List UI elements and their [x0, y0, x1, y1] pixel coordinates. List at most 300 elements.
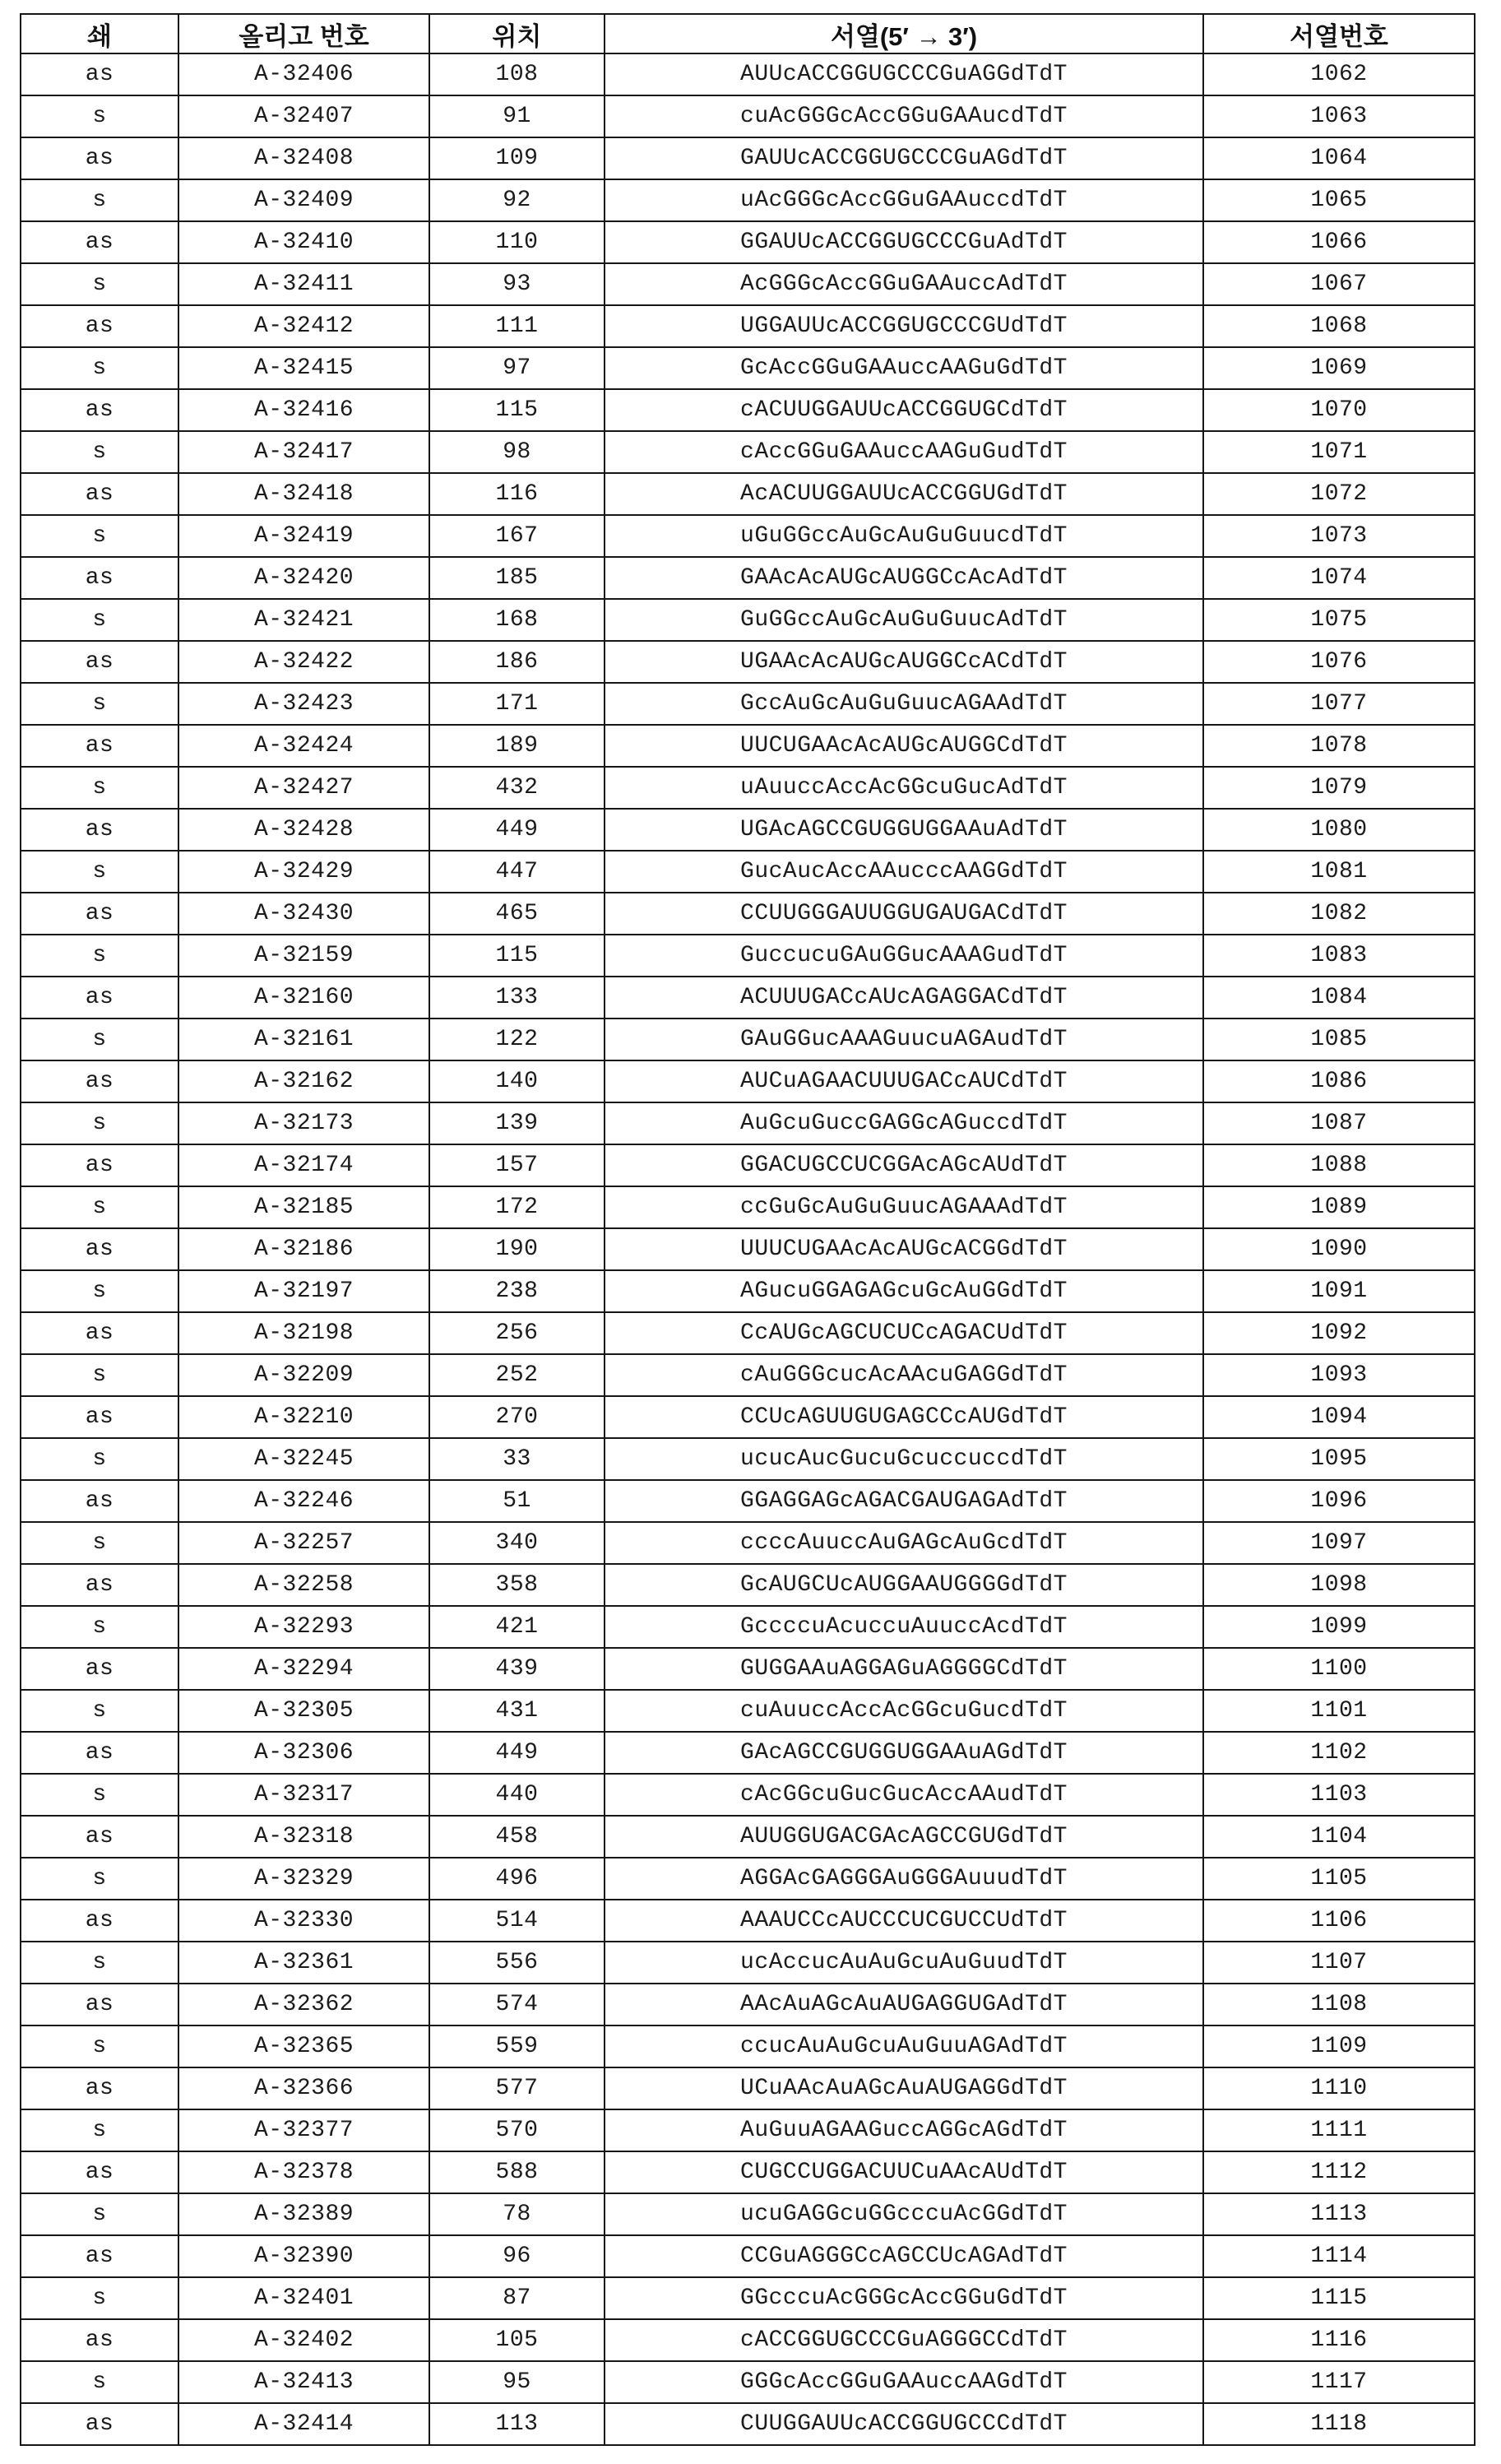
- oligo-number-cell: A-32378: [178, 2151, 429, 2193]
- oligo-number-cell: A-32305: [178, 1690, 429, 1732]
- table-row: [21, 2109, 1475, 2151]
- table-body: [21, 53, 1475, 2445]
- col-header-position: 위치: [429, 14, 605, 53]
- position-cell: 358: [429, 1564, 605, 1606]
- sequence-cell: AcGGGcAccGGuGAAuccAdTdT: [605, 263, 1203, 305]
- table-row: [21, 725, 1475, 767]
- sequence-cell: cuAcGGGcAccGGuGAAucdTdT: [605, 95, 1203, 137]
- position-cell: 111: [429, 305, 605, 347]
- seq-id-cell: 1083: [1203, 935, 1475, 977]
- strand-cell: s: [21, 263, 178, 305]
- strand-cell: s: [21, 2361, 178, 2403]
- seq-id-cell: 1115: [1203, 2277, 1475, 2319]
- oligo-number-cell: A-32246: [178, 1480, 429, 1522]
- strand-cell: as: [21, 1480, 178, 1522]
- table-row: [21, 1732, 1475, 1774]
- position-cell: 171: [429, 683, 605, 725]
- seq-id-cell: 1065: [1203, 179, 1475, 221]
- strand-cell: as: [21, 1228, 178, 1270]
- strand-cell: s: [21, 1690, 178, 1732]
- position-cell: 140: [429, 1060, 605, 1102]
- table-row: [21, 2319, 1475, 2361]
- oligo-number-cell: A-32410: [178, 221, 429, 263]
- sequence-cell: AuGuuAGAAGuccAGGcAGdTdT: [605, 2109, 1203, 2151]
- seq-id-cell: 1096: [1203, 1480, 1475, 1522]
- strand-cell: s: [21, 1102, 178, 1144]
- table-row: [21, 1900, 1475, 1942]
- position-cell: 496: [429, 1858, 605, 1900]
- sequence-cell: cuAuuccAccAcGGcuGucdTdT: [605, 1690, 1203, 1732]
- seq-id-cell: 1114: [1203, 2235, 1475, 2277]
- oligo-number-cell: A-32162: [178, 1060, 429, 1102]
- table-row: [21, 1019, 1475, 1060]
- position-cell: 252: [429, 1354, 605, 1396]
- oligo-number-cell: A-32293: [178, 1606, 429, 1648]
- table-row: [21, 1186, 1475, 1228]
- position-cell: 185: [429, 557, 605, 599]
- table-row: [21, 1144, 1475, 1186]
- table-row: [21, 515, 1475, 557]
- oligo-number-cell: A-32408: [178, 137, 429, 179]
- table-row: [21, 221, 1475, 263]
- table-row: [21, 1522, 1475, 1564]
- seq-id-cell: 1085: [1203, 1019, 1475, 1060]
- table-row: [21, 683, 1475, 725]
- sequence-cell: UUUCUGAAcAcAUGcACGGdTdT: [605, 1228, 1203, 1270]
- sequence-cell: cAccGGuGAAuccAAGuGudTdT: [605, 431, 1203, 473]
- sequence-cell: AGGAcGAGGGAuGGGAuuudTdT: [605, 1858, 1203, 1900]
- seq-id-cell: 1102: [1203, 1732, 1475, 1774]
- seq-id-cell: 1066: [1203, 221, 1475, 263]
- position-cell: 238: [429, 1270, 605, 1312]
- strand-cell: as: [21, 2235, 178, 2277]
- oligo-number-cell: A-32330: [178, 1900, 429, 1942]
- oligo-number-cell: A-32159: [178, 935, 429, 977]
- position-cell: 465: [429, 893, 605, 935]
- table-row: [21, 1102, 1475, 1144]
- sequence-cell: AAcAuAGcAuAUGAGGUGAdTdT: [605, 1984, 1203, 2025]
- position-cell: 168: [429, 599, 605, 641]
- position-cell: 116: [429, 473, 605, 515]
- strand-cell: as: [21, 137, 178, 179]
- table-row: [21, 1312, 1475, 1354]
- col-header-seq-id: 서열번호: [1203, 14, 1475, 53]
- oligo-number-cell: A-32390: [178, 2235, 429, 2277]
- strand-cell: s: [21, 1019, 178, 1060]
- seq-id-cell: 1095: [1203, 1438, 1475, 1480]
- table-row: [21, 1354, 1475, 1396]
- sequence-cell: GGAGGAGcAGACGAUGAGAdTdT: [605, 1480, 1203, 1522]
- strand-cell: s: [21, 347, 178, 389]
- sequence-cell: UGAAcAcAUGcAUGGCcACdTdT: [605, 641, 1203, 683]
- sequence-cell: GAUUcACCGGUGCCCGuAGdTdT: [605, 137, 1203, 179]
- seq-id-cell: 1105: [1203, 1858, 1475, 1900]
- sequence-cell: AuGcuGuccGAGGcAGuccdTdT: [605, 1102, 1203, 1144]
- seq-id-cell: 1097: [1203, 1522, 1475, 1564]
- position-cell: 577: [429, 2067, 605, 2109]
- strand-cell: s: [21, 767, 178, 809]
- strand-cell: as: [21, 473, 178, 515]
- strand-cell: s: [21, 1858, 178, 1900]
- col-header-sequence: 서열(5′ → 3′): [605, 14, 1203, 53]
- position-cell: 167: [429, 515, 605, 557]
- seq-id-cell: 1116: [1203, 2319, 1475, 2361]
- strand-cell: s: [21, 1270, 178, 1312]
- sequence-cell: GuGGccAuGcAuGuGuucAdTdT: [605, 599, 1203, 641]
- position-cell: 570: [429, 2109, 605, 2151]
- table-row: [21, 1564, 1475, 1606]
- table-row: [21, 935, 1475, 977]
- position-cell: 449: [429, 809, 605, 851]
- oligo-number-cell: A-32406: [178, 53, 429, 95]
- strand-cell: as: [21, 1312, 178, 1354]
- oligo-number-cell: A-32415: [178, 347, 429, 389]
- position-cell: 115: [429, 935, 605, 977]
- table-row: [21, 1228, 1475, 1270]
- oligo-number-cell: A-32416: [178, 389, 429, 431]
- table-row: [21, 137, 1475, 179]
- strand-cell: as: [21, 1144, 178, 1186]
- oligo-number-cell: A-32197: [178, 1270, 429, 1312]
- sequence-cell: ucuGAGGcuGGcccuAcGGdTdT: [605, 2193, 1203, 2235]
- seq-id-cell: 1106: [1203, 1900, 1475, 1942]
- strand-cell: as: [21, 1060, 178, 1102]
- oligo-number-cell: A-32257: [178, 1522, 429, 1564]
- sequence-cell: cACUUGGAUUcACCGGUGCdTdT: [605, 389, 1203, 431]
- table-row: [21, 95, 1475, 137]
- seq-id-cell: 1111: [1203, 2109, 1475, 2151]
- position-cell: 449: [429, 1732, 605, 1774]
- oligo-number-cell: A-32362: [178, 1984, 429, 2025]
- strand-cell: s: [21, 1522, 178, 1564]
- seq-id-cell: 1110: [1203, 2067, 1475, 2109]
- strand-cell: as: [21, 1816, 178, 1858]
- oligo-number-cell: A-32428: [178, 809, 429, 851]
- sequence-cell: CCUUGGGAUUGGUGAUGACdTdT: [605, 893, 1203, 935]
- strand-cell: s: [21, 1774, 178, 1816]
- oligo-number-cell: A-32161: [178, 1019, 429, 1060]
- strand-cell: as: [21, 53, 178, 95]
- strand-cell: s: [21, 1606, 178, 1648]
- position-cell: 110: [429, 221, 605, 263]
- seq-id-cell: 1098: [1203, 1564, 1475, 1606]
- oligo-number-cell: A-32417: [178, 431, 429, 473]
- sequence-cell: GcAccGGuGAAuccAAGuGdTdT: [605, 347, 1203, 389]
- table-row: [21, 2067, 1475, 2109]
- strand-cell: as: [21, 389, 178, 431]
- sequence-cell: uAuuccAccAcGGcuGucAdTdT: [605, 767, 1203, 809]
- strand-cell: as: [21, 1648, 178, 1690]
- strand-cell: s: [21, 2025, 178, 2067]
- seq-id-cell: 1067: [1203, 263, 1475, 305]
- sequence-cell: ccucAuAuGcuAuGuuAGAdTdT: [605, 2025, 1203, 2067]
- strand-cell: s: [21, 935, 178, 977]
- position-cell: 431: [429, 1690, 605, 1732]
- seq-id-cell: 1074: [1203, 557, 1475, 599]
- sequence-cell: UGGAUUcACCGGUGCCCGUdTdT: [605, 305, 1203, 347]
- seq-id-cell: 1117: [1203, 2361, 1475, 2403]
- position-cell: 447: [429, 851, 605, 893]
- position-cell: 574: [429, 1984, 605, 2025]
- seq-id-cell: 1103: [1203, 1774, 1475, 1816]
- table-row: [21, 767, 1475, 809]
- seq-id-cell: 1079: [1203, 767, 1475, 809]
- table-row: [21, 1690, 1475, 1732]
- seq-id-cell: 1076: [1203, 641, 1475, 683]
- sequence-cell: GGACUGCCUCGGAcAGcAUdTdT: [605, 1144, 1203, 1186]
- sequence-cell: ccccAuuccAuGAGcAuGcdTdT: [605, 1522, 1203, 1564]
- table-row: [21, 179, 1475, 221]
- position-cell: 33: [429, 1438, 605, 1480]
- oligo-number-cell: A-32402: [178, 2319, 429, 2361]
- table-row: [21, 599, 1475, 641]
- oligo-number-cell: A-32427: [178, 767, 429, 809]
- oligo-number-cell: A-32174: [178, 1144, 429, 1186]
- seq-id-cell: 1092: [1203, 1312, 1475, 1354]
- sequence-cell: GucAucAccAAucccAAGGdTdT: [605, 851, 1203, 893]
- seq-id-cell: 1089: [1203, 1186, 1475, 1228]
- sequence-cell: GccccuAcuccuAuuccAcdTdT: [605, 1606, 1203, 1648]
- seq-id-cell: 1077: [1203, 683, 1475, 725]
- seq-id-cell: 1109: [1203, 2025, 1475, 2067]
- seq-id-cell: 1088: [1203, 1144, 1475, 1186]
- oligo-number-cell: A-32407: [178, 95, 429, 137]
- oligo-number-cell: A-32430: [178, 893, 429, 935]
- seq-id-cell: 1072: [1203, 473, 1475, 515]
- position-cell: 96: [429, 2235, 605, 2277]
- position-cell: 92: [429, 179, 605, 221]
- table-row: [21, 557, 1475, 599]
- position-cell: 108: [429, 53, 605, 95]
- strand-cell: s: [21, 95, 178, 137]
- oligo-number-cell: A-32429: [178, 851, 429, 893]
- oligo-number-cell: A-32366: [178, 2067, 429, 2109]
- oligo-number-cell: A-32173: [178, 1102, 429, 1144]
- table-row: [21, 1648, 1475, 1690]
- position-cell: 556: [429, 1942, 605, 1984]
- position-cell: 559: [429, 2025, 605, 2067]
- oligo-number-cell: A-32306: [178, 1732, 429, 1774]
- table-row: [21, 389, 1475, 431]
- strand-cell: as: [21, 2319, 178, 2361]
- oligo-number-cell: A-32258: [178, 1564, 429, 1606]
- seq-id-cell: 1081: [1203, 851, 1475, 893]
- seq-id-cell: 1094: [1203, 1396, 1475, 1438]
- oligo-number-cell: A-32377: [178, 2109, 429, 2151]
- table-row: [21, 1438, 1475, 1480]
- table-row: [21, 1396, 1475, 1438]
- sequence-cell: UCuAAcAuAGcAuAUGAGGdTdT: [605, 2067, 1203, 2109]
- table-row: [21, 2193, 1475, 2235]
- seq-id-cell: 1104: [1203, 1816, 1475, 1858]
- sequence-cell: AGucuGGAGAGcuGcAuGGdTdT: [605, 1270, 1203, 1312]
- seq-id-cell: 1091: [1203, 1270, 1475, 1312]
- col-header-oligo-number: 올리고 번호: [178, 14, 429, 53]
- sequence-cell: uAcGGGcAccGGuGAAuccdTdT: [605, 179, 1203, 221]
- sequence-cell: cAcGGcuGucGucAccAAudTdT: [605, 1774, 1203, 1816]
- table-row: [21, 305, 1475, 347]
- sequence-cell: GuccucuGAuGGucAAAGudTdT: [605, 935, 1203, 977]
- strand-cell: as: [21, 305, 178, 347]
- position-cell: 122: [429, 1019, 605, 1060]
- seq-id-cell: 1086: [1203, 1060, 1475, 1102]
- table-row: [21, 431, 1475, 473]
- sequence-cell: cAuGGGcucAcAAcuGAGGdTdT: [605, 1354, 1203, 1396]
- table-row: [21, 2235, 1475, 2277]
- seq-id-cell: 1070: [1203, 389, 1475, 431]
- position-cell: 439: [429, 1648, 605, 1690]
- table-row: [21, 809, 1475, 851]
- sequence-cell: UUCUGAAcAcAUGcAUGGCdTdT: [605, 725, 1203, 767]
- sequence-cell: GUGGAAuAGGAGuAGGGGCdTdT: [605, 1648, 1203, 1690]
- seq-id-cell: 1093: [1203, 1354, 1475, 1396]
- oligo-number-cell: A-32209: [178, 1354, 429, 1396]
- oligo-number-cell: A-32423: [178, 683, 429, 725]
- position-cell: 172: [429, 1186, 605, 1228]
- position-cell: 440: [429, 1774, 605, 1816]
- oligo-number-cell: A-32420: [178, 557, 429, 599]
- table-row: [21, 1270, 1475, 1312]
- table-row: [21, 2277, 1475, 2319]
- table-row: [21, 1816, 1475, 1858]
- strand-cell: s: [21, 179, 178, 221]
- position-cell: 256: [429, 1312, 605, 1354]
- table-row: [21, 2361, 1475, 2403]
- position-cell: 340: [429, 1522, 605, 1564]
- sequence-cell: AUUGGUGACGAcAGCCGUGdTdT: [605, 1816, 1203, 1858]
- strand-cell: s: [21, 1186, 178, 1228]
- table-row: [21, 851, 1475, 893]
- table-row: [21, 2403, 1475, 2445]
- sequence-cell: CCUcAGUUGUGAGCCcAUGdTdT: [605, 1396, 1203, 1438]
- sequence-cell: ucucAucGucuGcuccuccdTdT: [605, 1438, 1203, 1480]
- oligo-number-cell: A-32414: [178, 2403, 429, 2445]
- position-cell: 105: [429, 2319, 605, 2361]
- sequence-cell: AUUcACCGGUGCCCGuAGGdTdT: [605, 53, 1203, 95]
- strand-cell: s: [21, 2109, 178, 2151]
- oligo-number-cell: A-32413: [178, 2361, 429, 2403]
- seq-id-cell: 1071: [1203, 431, 1475, 473]
- strand-cell: as: [21, 641, 178, 683]
- sequence-cell: uGuGGccAuGcAuGuGuucdTdT: [605, 515, 1203, 557]
- col-header-strand: 쇄: [21, 14, 178, 53]
- seq-id-cell: 1080: [1203, 809, 1475, 851]
- position-cell: 421: [429, 1606, 605, 1648]
- strand-cell: s: [21, 1438, 178, 1480]
- seq-id-cell: 1100: [1203, 1648, 1475, 1690]
- strand-cell: as: [21, 1396, 178, 1438]
- seq-id-cell: 1084: [1203, 977, 1475, 1019]
- sequence-cell: ucAccucAuAuGcuAuGuudTdT: [605, 1942, 1203, 1984]
- oligo-number-cell: A-32245: [178, 1438, 429, 1480]
- table-row: [21, 1858, 1475, 1900]
- oligo-number-cell: A-32424: [178, 725, 429, 767]
- table-row: [21, 2151, 1475, 2193]
- position-cell: 189: [429, 725, 605, 767]
- position-cell: 186: [429, 641, 605, 683]
- strand-cell: s: [21, 515, 178, 557]
- oligo-number-cell: A-32421: [178, 599, 429, 641]
- position-cell: 51: [429, 1480, 605, 1522]
- position-cell: 98: [429, 431, 605, 473]
- table-row: [21, 1060, 1475, 1102]
- oligo-number-cell: A-32185: [178, 1186, 429, 1228]
- seq-id-cell: 1069: [1203, 347, 1475, 389]
- table-row: [21, 1774, 1475, 1816]
- sequence-cell: CUUGGAUUcACCGGUGCCCdTdT: [605, 2403, 1203, 2445]
- seq-id-cell: 1112: [1203, 2151, 1475, 2193]
- seq-id-cell: 1063: [1203, 95, 1475, 137]
- strand-cell: s: [21, 2277, 178, 2319]
- strand-cell: s: [21, 599, 178, 641]
- sequence-cell: GcAUGCUcAUGGAAUGGGGdTdT: [605, 1564, 1203, 1606]
- position-cell: 157: [429, 1144, 605, 1186]
- sequence-cell: ccGuGcAuGuGuucAGAAAdTdT: [605, 1186, 1203, 1228]
- position-cell: 91: [429, 95, 605, 137]
- seq-id-cell: 1108: [1203, 1984, 1475, 2025]
- oligo-number-cell: A-32411: [178, 263, 429, 305]
- sequence-cell: UGAcAGCCGUGGUGGAAuAdTdT: [605, 809, 1203, 851]
- oligo-number-cell: A-32422: [178, 641, 429, 683]
- strand-cell: s: [21, 431, 178, 473]
- oligo-number-cell: A-32294: [178, 1648, 429, 1690]
- strand-cell: s: [21, 851, 178, 893]
- position-cell: 93: [429, 263, 605, 305]
- sequence-cell: CUGCCUGGACUUCuAAcAUdTdT: [605, 2151, 1203, 2193]
- sequence-cell: GAcAGCCGUGGUGGAAuAGdTdT: [605, 1732, 1203, 1774]
- table-row: [21, 53, 1475, 95]
- sequence-cell: CCGuAGGGCcAGCCUcAGAdTdT: [605, 2235, 1203, 2277]
- seq-id-cell: 1090: [1203, 1228, 1475, 1270]
- strand-cell: as: [21, 2151, 178, 2193]
- table-row: [21, 2025, 1475, 2067]
- table-row: [21, 1480, 1475, 1522]
- oligo-number-cell: A-32186: [178, 1228, 429, 1270]
- position-cell: 78: [429, 2193, 605, 2235]
- strand-cell: as: [21, 1984, 178, 2025]
- oligo-number-cell: A-32329: [178, 1858, 429, 1900]
- seq-id-cell: 1087: [1203, 1102, 1475, 1144]
- oligo-number-cell: A-32198: [178, 1312, 429, 1354]
- position-cell: 115: [429, 389, 605, 431]
- table-row: [21, 1984, 1475, 2025]
- oligo-number-cell: A-32409: [178, 179, 429, 221]
- seq-id-cell: 1073: [1203, 515, 1475, 557]
- position-cell: 87: [429, 2277, 605, 2319]
- oligo-number-cell: A-32418: [178, 473, 429, 515]
- strand-cell: as: [21, 977, 178, 1019]
- strand-cell: s: [21, 1942, 178, 1984]
- sequence-cell: AcACUUGGAUUcACCGGUGdTdT: [605, 473, 1203, 515]
- oligo-number-cell: A-32318: [178, 1816, 429, 1858]
- strand-cell: as: [21, 1564, 178, 1606]
- sequence-cell: GccAuGcAuGuGuucAGAAdTdT: [605, 683, 1203, 725]
- seq-id-cell: 1078: [1203, 725, 1475, 767]
- strand-cell: as: [21, 2403, 178, 2445]
- position-cell: 458: [429, 1816, 605, 1858]
- sequence-cell: GAAcAcAUGcAUGGCcAcAdTdT: [605, 557, 1203, 599]
- table-row: [21, 347, 1475, 389]
- oligo-number-cell: A-32160: [178, 977, 429, 1019]
- seq-id-cell: 1099: [1203, 1606, 1475, 1648]
- position-cell: 109: [429, 137, 605, 179]
- strand-cell: as: [21, 893, 178, 935]
- strand-cell: as: [21, 809, 178, 851]
- position-cell: 139: [429, 1102, 605, 1144]
- sequence-cell: GGAUUcACCGGUGCCCGuAdTdT: [605, 221, 1203, 263]
- strand-cell: as: [21, 2067, 178, 2109]
- table-row: [21, 1606, 1475, 1648]
